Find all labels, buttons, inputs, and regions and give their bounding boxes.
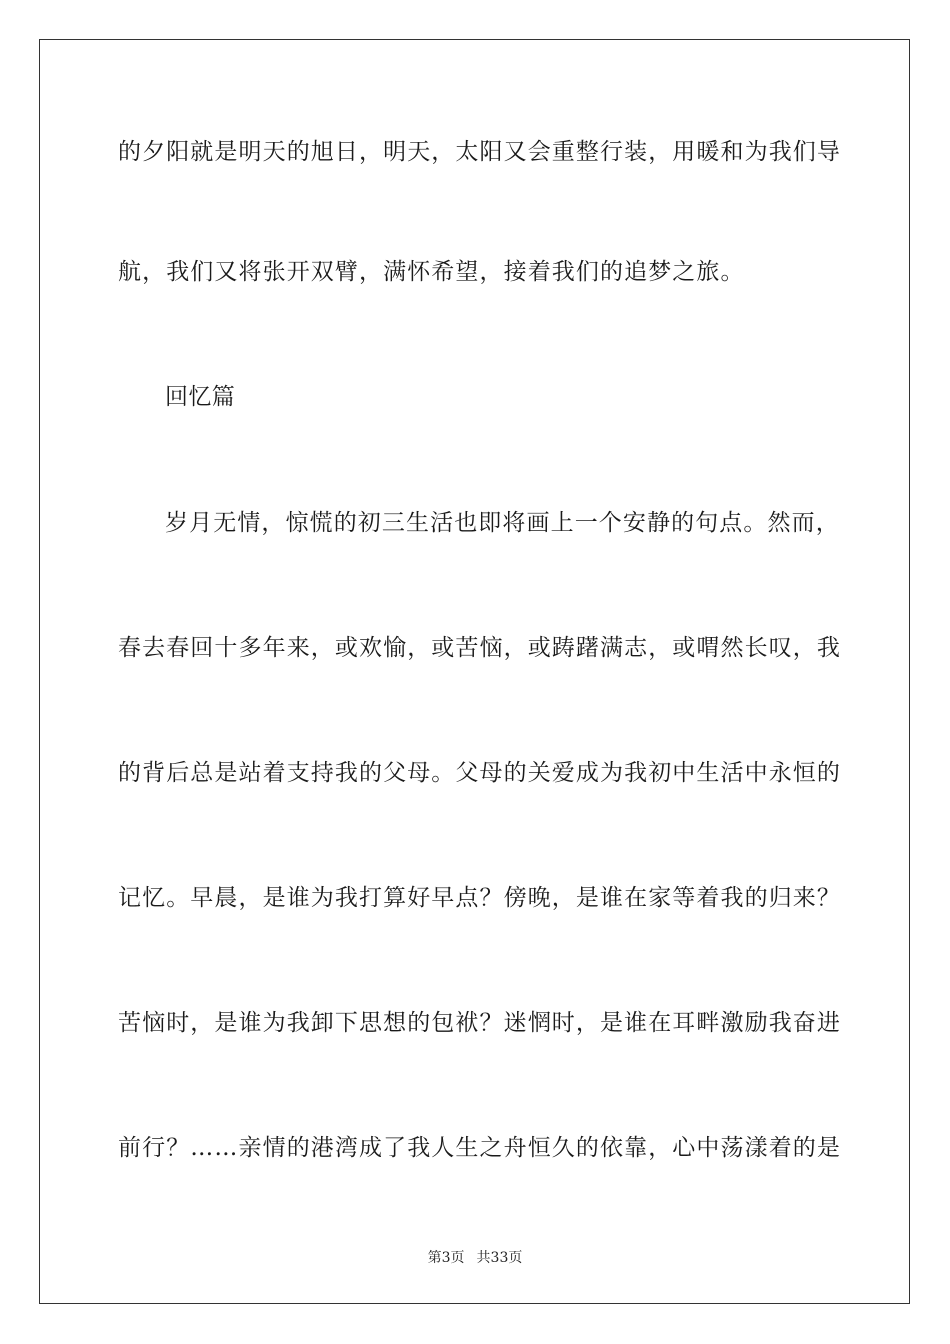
page-footer bbox=[0, 1248, 950, 1268]
body-line-2: 航，我们又将张开双臂，满怀希望，接着我们的追梦之旅。 bbox=[118, 259, 745, 285]
page-border bbox=[39, 39, 910, 1304]
body-line-9: 前行？……亲情的港湾成了我人生之舟恒久的依靠，心中荡漾着的是 bbox=[118, 1135, 841, 1161]
body-line-6: 的背后总是站着支持我的父母。父母的关爱成为我初中生活中永恒的 bbox=[118, 760, 841, 786]
body-line-7: 记忆。早晨，是谁为我打算好早点？傍晚，是谁在家等着我的归来？ bbox=[118, 885, 841, 911]
body-line-8: 苦恼时，是谁为我卸下思想的包袱？迷惘时，是谁在耳畔激励我奋进 bbox=[118, 1010, 841, 1036]
body-line-1: 的夕阳就是明天的旭日，明天，太阳又会重整行装，用暖和为我们导 bbox=[118, 139, 841, 165]
body-line-4: 岁月无情，惊慌的初三生活也即将画上一个安静的句点。然而， bbox=[165, 510, 840, 536]
body-line-5: 春去春回十多年来，或欢愉，或苦恼，或踌躇满志，或喟然长叹，我 bbox=[118, 635, 841, 661]
page-number: 第3页 bbox=[427, 1250, 465, 1266]
section-heading: 回忆篇 bbox=[165, 384, 236, 410]
page-total: 共33页 bbox=[476, 1250, 523, 1266]
